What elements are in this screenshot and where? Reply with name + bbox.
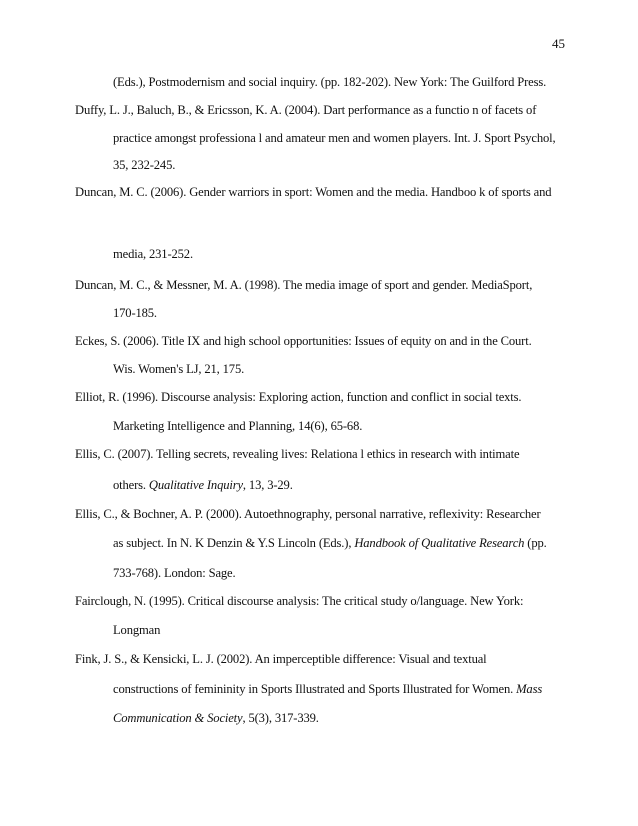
line-text: Marketing Intelligence and Planning, 14(6), 65-68. xyxy=(113,419,363,433)
reference-line xyxy=(113,711,319,725)
line-text: Duncan, M. C. (2006). Gender warriors in sport: Women and the media. Handboo k of sports and xyxy=(75,185,552,199)
journal-title: Communication & Society xyxy=(113,711,243,725)
reference-line xyxy=(113,623,160,637)
reference-line xyxy=(75,447,519,461)
reference-line xyxy=(113,566,235,580)
line-text: others. xyxy=(113,478,149,492)
line-text: , 5(3), 317-339. xyxy=(242,711,319,725)
reference-line xyxy=(75,185,551,199)
line-text: Elliot, R. (1996). Discourse analysis: Exploring action, function and conflict in social texts. xyxy=(75,390,522,404)
line-text: as subject. In N. K Denzin & Y.S Lincoln (Eds.), xyxy=(113,536,355,550)
line-text: Wis. Women's LJ, 21, 175. xyxy=(113,362,245,376)
line-text: 170-185. xyxy=(113,306,157,320)
line-text: Ellis, C. (2007). Telling secrets, revealing lives: Relationa l ethics in research with intimate xyxy=(75,447,520,461)
reference-line xyxy=(113,478,293,492)
line-text: Duncan, M. C., & Messner, M. A. (1998). The media image of sport and gender. MediaSport, xyxy=(75,278,533,292)
reference-line xyxy=(75,652,487,666)
line-text: Fairclough, N. (1995). Critical discourse analysis: The critical study o/language. New York: xyxy=(75,594,524,608)
reference-line xyxy=(75,278,532,292)
line-text: Longman xyxy=(113,623,161,637)
reference-line xyxy=(113,158,175,172)
reference-line xyxy=(113,536,547,550)
line-text: constructions of femininity in Sports Illustrated and Sports Illustrated for Women. xyxy=(113,682,517,696)
reference-line xyxy=(75,334,532,348)
reference-line xyxy=(75,75,547,89)
line-text: practice amongst professiona l and amateur men and women players. Int. J. Sport Psychol, xyxy=(113,131,556,145)
line-text: 35, 232-245. xyxy=(113,158,176,172)
reference-line xyxy=(113,247,193,261)
reference-line xyxy=(75,507,541,521)
reference-line xyxy=(75,594,523,608)
line-text: Fink, J. S., & Kensicki, L. J. (2002). An imperceptible difference: Visual and textual xyxy=(75,652,487,666)
line-text: , 13, 3-29. xyxy=(242,478,293,492)
line-text: 733-768). London: Sage. xyxy=(113,566,236,580)
line-text: (Eds.), Postmodernism and social inquiry. (pp. 182-202). New York: The Guilford Press. xyxy=(113,75,547,89)
line-text: Eckes, S. (2006). Title IX and high school opportunities: Issues of equity on and in the Court. xyxy=(75,334,532,348)
reference-line xyxy=(113,682,542,696)
journal-title: Mass xyxy=(516,682,543,696)
reference-line xyxy=(113,306,157,320)
page-number: 45 xyxy=(552,36,565,51)
journal-title: Qualitative Inquiry xyxy=(148,478,243,492)
reference-line xyxy=(113,131,556,145)
line-text: Duffy, L. J., Baluch, B., & Ericsson, K. A. (2004). Dart performance as a functio n of facets of xyxy=(75,103,537,117)
reference-line xyxy=(113,362,244,376)
reference-line xyxy=(75,103,536,117)
line-text: media, 231-252. xyxy=(113,247,193,261)
line-text: Ellis, C., & Bochner, A. P. (2000). Autoethnography, personal narrative, reflexivity: Researcher xyxy=(75,507,541,521)
reference-line xyxy=(113,419,362,433)
reference-line xyxy=(75,390,521,404)
book-title: Handbook of Qualitative Research xyxy=(354,536,525,550)
line-text: (pp. xyxy=(524,536,547,550)
